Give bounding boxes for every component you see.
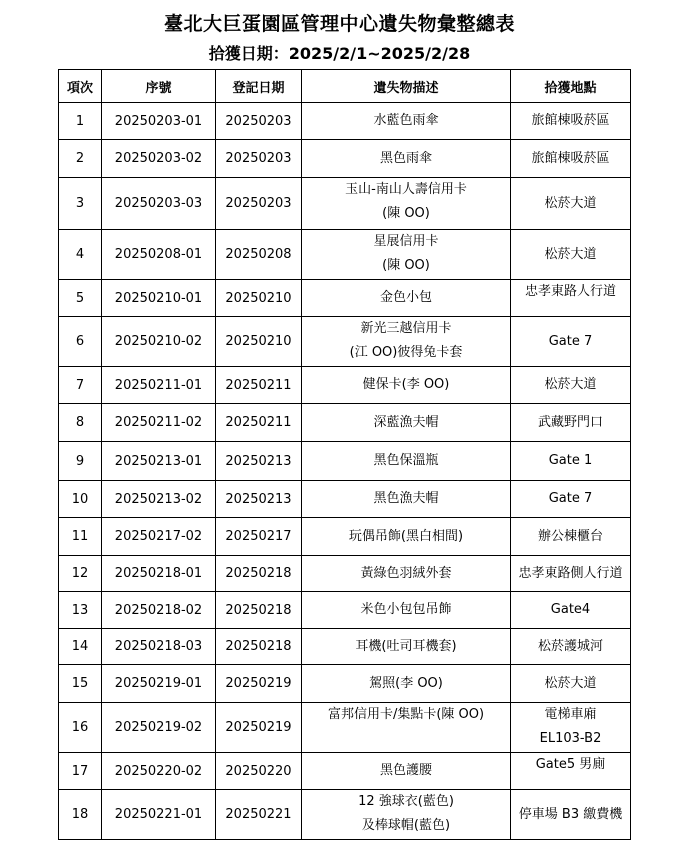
- header-description: 遺失物描述: [302, 70, 511, 103]
- cell-found-location-line: 忠孝東路側人行道: [518, 565, 623, 581]
- header-found-location: 拾獲地點: [511, 70, 631, 103]
- cell-serial: 20250219-02: [102, 703, 216, 753]
- cell-found-location-line: 松菸大道: [544, 246, 597, 262]
- cell-register-date: 20250211: [216, 404, 302, 442]
- cell-item-no: 9: [59, 442, 102, 481]
- cell-found-location-line: Gate 7: [548, 333, 593, 349]
- table-row: [59, 140, 631, 178]
- cell-item-no: 15: [59, 665, 102, 703]
- cell-register-date: 20250208: [216, 230, 302, 280]
- cell-description-line: 及棒球帽(藍色): [361, 818, 451, 833]
- cell-description: [302, 367, 511, 404]
- cell-serial: 20250218-03: [102, 629, 216, 665]
- cell-description-line: 黑色護腰: [379, 763, 432, 778]
- cell-found-location-line: 松菸大道: [544, 377, 597, 392]
- cell-description-line: 黑色保溫瓶: [373, 453, 439, 468]
- cell-description-line: 水藍色雨傘: [373, 113, 439, 128]
- cell-found-location-line: Gate5 男廁: [535, 757, 606, 772]
- cell-item-no: 13: [59, 592, 102, 629]
- header-item-no: 項次: [59, 70, 102, 103]
- cell-item-no: 12: [59, 556, 102, 592]
- cell-description-line: 黃綠色羽絨外套: [360, 565, 452, 581]
- cell-serial: 20250203-02: [102, 140, 216, 178]
- cell-item-no: 3: [59, 178, 102, 230]
- cell-found-location-line: 電梯車廂: [544, 707, 597, 722]
- cell-found-location-line: Gate 7: [548, 491, 593, 506]
- cell-description-line: 星展信用卡: [373, 234, 439, 249]
- document-title: 臺北大巨蛋園區管理中心遺失物彙整總表: [163, 13, 515, 35]
- cell-item-no: 8: [59, 404, 102, 442]
- cell-description-line: 米色小包包吊飾: [360, 602, 452, 617]
- cell-found-location: [511, 367, 631, 404]
- cell-description: [302, 317, 511, 367]
- cell-found-location-line: 旅館棟吸菸區: [531, 113, 610, 128]
- table-row: [59, 442, 631, 481]
- table-row: [59, 178, 631, 230]
- cell-serial: 20250203-03: [102, 178, 216, 230]
- cell-description-line: 12 強球衣(藍色): [358, 794, 454, 809]
- cell-found-location-line: 松菸大道: [544, 195, 597, 211]
- cell-serial: 20250211-02: [102, 404, 216, 442]
- cell-item-no: 5: [59, 280, 102, 317]
- table-row: [59, 790, 631, 840]
- cell-description-line: 深藍漁夫帽: [373, 414, 439, 430]
- cell-serial: 20250208-01: [102, 230, 216, 280]
- cell-item-no: 7: [59, 367, 102, 404]
- cell-description: [302, 280, 511, 317]
- cell-found-location: [511, 790, 631, 840]
- cell-item-no: 18: [59, 790, 102, 840]
- cell-serial: 20250203-01: [102, 103, 216, 140]
- cell-description-line: 玩偶吊飾(黑白相間): [348, 528, 464, 544]
- cell-serial: 20250213-02: [102, 481, 216, 518]
- cell-serial: 20250219-01: [102, 665, 216, 703]
- cell-found-location: [511, 703, 631, 753]
- cell-register-date: 20250217: [216, 518, 302, 556]
- cell-found-location: [511, 442, 631, 481]
- cell-description: [302, 178, 511, 230]
- cell-description: [302, 103, 511, 140]
- cell-serial: 20250210-02: [102, 317, 216, 367]
- cell-description: [302, 442, 511, 481]
- cell-description: [302, 703, 511, 753]
- cell-description-line: 玉山-南山人壽信用卡: [345, 182, 467, 197]
- cell-register-date: 20250210: [216, 280, 302, 317]
- cell-item-no: 17: [59, 753, 102, 790]
- table-row: [59, 103, 631, 140]
- cell-found-location-line: EL103-B2: [539, 731, 602, 746]
- table-row: [59, 518, 631, 556]
- cell-item-no: 1: [59, 103, 102, 140]
- cell-description: [302, 790, 511, 840]
- cell-description: [302, 629, 511, 665]
- table-row: [59, 703, 631, 753]
- cell-description: [302, 556, 511, 592]
- table-row: [59, 481, 631, 518]
- header-serial: 序號: [102, 70, 216, 103]
- cell-found-location: [511, 753, 631, 790]
- cell-found-location: [511, 629, 631, 665]
- table-row: [59, 317, 631, 367]
- cell-found-location: [511, 140, 631, 178]
- cell-found-location: [511, 665, 631, 703]
- cell-serial: 20250221-01: [102, 790, 216, 840]
- cell-register-date: 20250219: [216, 665, 302, 703]
- lost-items-table: [58, 69, 631, 840]
- cell-item-no: 14: [59, 629, 102, 665]
- cell-found-location: [511, 518, 631, 556]
- cell-description: [302, 665, 511, 703]
- cell-description-line: 耳機(吐司耳機套): [355, 638, 457, 654]
- cell-register-date: 20250210: [216, 317, 302, 367]
- cell-description-line: 黑色雨傘: [379, 150, 432, 166]
- cell-found-location-line: 松菸護城河: [537, 638, 603, 654]
- header-register-date: 登記日期: [216, 70, 302, 103]
- cell-description: [302, 592, 511, 629]
- cell-item-no: 2: [59, 140, 102, 178]
- cell-description-line: (陳 OO): [382, 206, 430, 221]
- cell-description: [302, 753, 511, 790]
- cell-found-location-line: 松菸大道: [544, 675, 597, 691]
- cell-found-location: [511, 481, 631, 518]
- cell-found-location: [511, 592, 631, 629]
- cell-register-date: 20250203: [216, 178, 302, 230]
- cell-description-line: (陳 OO): [382, 258, 430, 273]
- cell-description: [302, 481, 511, 518]
- cell-description-line: 新光三越信用卡: [360, 321, 452, 336]
- table-row: [59, 367, 631, 404]
- cell-serial: 20250217-02: [102, 518, 216, 556]
- cell-found-location: [511, 230, 631, 280]
- cell-found-location: [511, 280, 631, 317]
- date-range-subtitle: 拾獲日期：2025/2/1~2025/2/28: [208, 44, 471, 63]
- cell-item-no: 10: [59, 481, 102, 518]
- table-header-row: [59, 70, 631, 103]
- cell-found-location: [511, 178, 631, 230]
- cell-serial: 20250213-01: [102, 442, 216, 481]
- cell-register-date: 20250203: [216, 103, 302, 140]
- cell-register-date: 20250203: [216, 140, 302, 178]
- cell-found-location: [511, 556, 631, 592]
- cell-register-date: 20250220: [216, 753, 302, 790]
- cell-description: [302, 140, 511, 178]
- cell-found-location: [511, 404, 631, 442]
- cell-serial: 20250218-01: [102, 556, 216, 592]
- cell-description-line: (江 OO)彼得兔卡套: [349, 345, 463, 360]
- cell-item-no: 11: [59, 518, 102, 556]
- table-row: [59, 280, 631, 317]
- cell-register-date: 20250218: [216, 592, 302, 629]
- table-row: [59, 665, 631, 703]
- cell-serial: 20250220-02: [102, 753, 216, 790]
- table-row: [59, 753, 631, 790]
- cell-serial: 20250210-01: [102, 280, 216, 317]
- cell-register-date: 20250213: [216, 442, 302, 481]
- cell-register-date: 20250211: [216, 367, 302, 404]
- table-row: [59, 230, 631, 280]
- cell-register-date: 20250213: [216, 481, 302, 518]
- cell-serial: 20250218-02: [102, 592, 216, 629]
- cell-description: [302, 230, 511, 280]
- cell-register-date: 20250218: [216, 556, 302, 592]
- cell-serial: 20250211-01: [102, 367, 216, 404]
- cell-description: [302, 404, 511, 442]
- cell-description: [302, 518, 511, 556]
- cell-found-location-line: 旅館棟吸菸區: [531, 150, 610, 166]
- cell-description-line: 黑色漁夫帽: [373, 491, 439, 506]
- cell-found-location-line: 停車場 B3 繳費機: [518, 806, 623, 822]
- table-row: [59, 556, 631, 592]
- cell-register-date: 20250219: [216, 703, 302, 753]
- cell-register-date: 20250218: [216, 629, 302, 665]
- cell-found-location: [511, 317, 631, 367]
- cell-found-location-line: 武藏野門口: [537, 414, 603, 430]
- table-row: [59, 629, 631, 665]
- cell-description-line: 健保卡(李 OO): [362, 377, 450, 392]
- cell-found-location-line: Gate 1: [548, 453, 593, 468]
- cell-description-line: 金色小包: [379, 290, 432, 305]
- table-row: [59, 592, 631, 629]
- cell-item-no: 4: [59, 230, 102, 280]
- cell-found-location-line: Gate4: [550, 602, 591, 617]
- cell-description-line: 駕照(李 OO): [369, 675, 443, 691]
- cell-found-location-line: 忠孝東路人行道: [524, 284, 616, 299]
- table-body: [59, 103, 631, 840]
- cell-register-date: 20250221: [216, 790, 302, 840]
- cell-item-no: 16: [59, 703, 102, 753]
- cell-description-line: 富邦信用卡/集點卡(陳 OO): [327, 707, 485, 722]
- cell-found-location: [511, 103, 631, 140]
- table-row: [59, 404, 631, 442]
- cell-item-no: 6: [59, 317, 102, 367]
- cell-found-location-line: 辦公棟櫃台: [537, 528, 603, 544]
